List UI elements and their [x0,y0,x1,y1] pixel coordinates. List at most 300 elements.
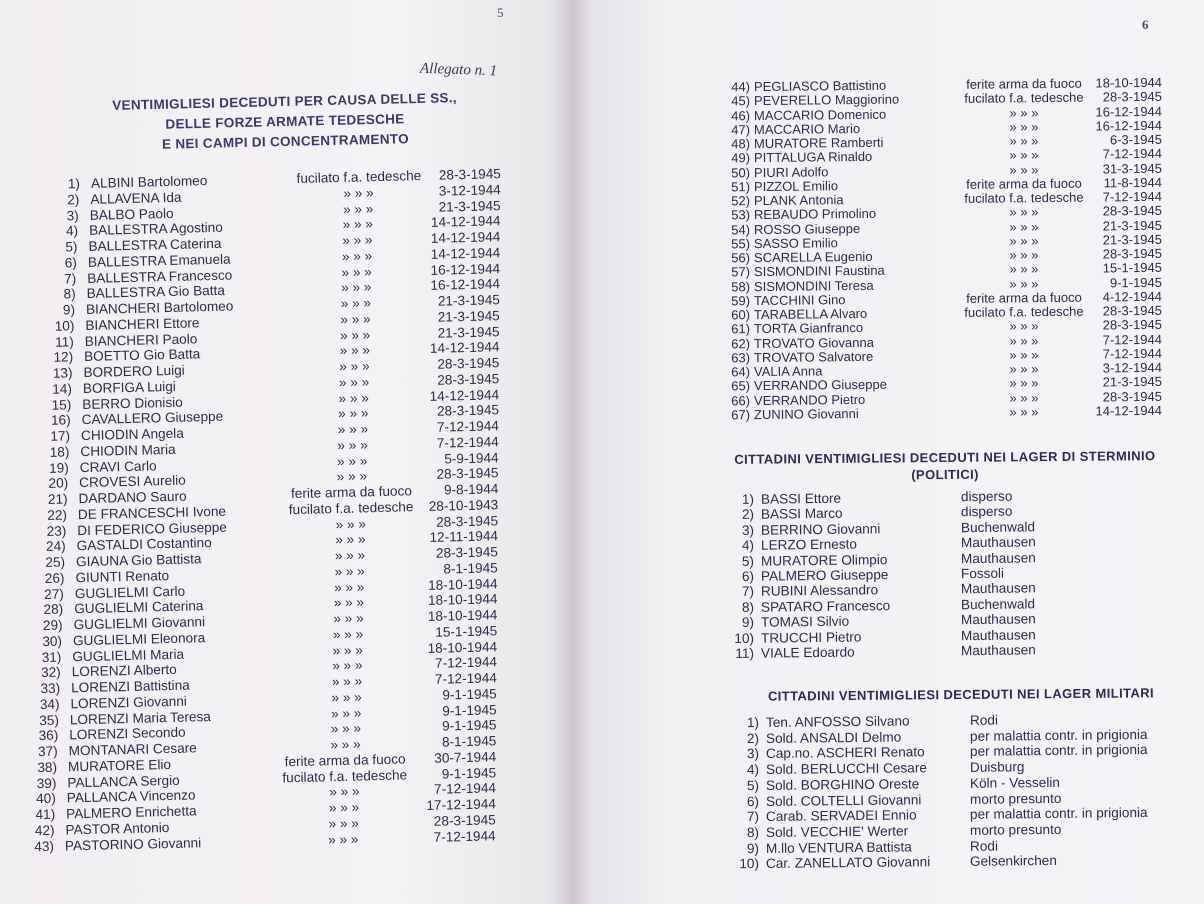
entry-name: SISMONDINI Teresa [753,277,874,294]
entry-number: 17) [50,428,71,444]
entry-date: 7-12-1944 [436,418,500,435]
entry-name: GIUNTI Renato [75,567,170,585]
entry-number: 42) [34,822,55,838]
entry-name: PASTOR Antonio [65,819,170,838]
entry-name: SISMONDINI Faustina [753,262,885,280]
entry-cause: » » » [340,295,372,311]
entry-name: MURATORE Olimpio [760,551,888,569]
left-title-line: E NEI CAMPI DI CONCENTRAMENTO [161,131,410,152]
entry-number: 55) [731,235,751,252]
entry-name: BERRO Dionisio [82,394,183,412]
entry-name: BALBO Paolo [89,205,174,223]
entry-name: ALLAVENA Ida [90,189,182,207]
entry-number: 6) [64,254,78,271]
entry-number: 4) [746,762,760,778]
left-title-line: DELLE FORZE ARMATE TEDESCHE [165,111,405,132]
entry-name: BIANCHERI Bartolomeo [85,298,234,317]
entry-cause: » » » [340,279,372,296]
entry-number: 57) [731,264,751,280]
entry-number: 2) [746,730,760,746]
entry-number: 11) [54,333,74,350]
entry-name: TRUCCHI Pietro [760,629,862,646]
left-title-line: VENTIMIGLIESI DECEDUTI PER CAUSA DELLE SS., [112,90,458,113]
entry-name: BASSI Ettore [760,490,842,507]
entry-cause: » » » [332,641,364,658]
entry-name: LORENZI Maria Teresa [69,708,212,727]
entry-number: 3) [746,746,760,762]
entry-place: Mauthausen [960,534,1036,551]
entry-name: LORENZI Battistina [70,677,190,696]
entry-number: 1) [746,715,760,731]
entry-date: 21-3-1945 [1102,374,1163,390]
entry-number: 24) [45,538,66,555]
entry-name: VALIA Anna [753,363,823,380]
entry-cause: » » » [340,311,371,327]
entry-name: BALLESTRA Gio Batta [86,282,226,302]
entry-name: BERRINO Giovanni [760,521,881,538]
entry-number: 29) [42,617,63,633]
entry-place: per malattia contr. in prigionia [969,742,1148,760]
entry-cause: » » » [335,515,366,532]
entry-name: ZUNINO Giovanni [753,405,859,422]
entry-cause: » » » [1009,218,1039,234]
entry-number: 34) [39,696,60,712]
entry-cause: » » » [333,578,365,595]
entry-date: 28-3-1945 [1102,302,1163,319]
entry-name: TOMASI Silvio [760,613,850,630]
entry-cause: fucilato f.a. tedesche [964,303,1084,320]
page-number-right: 6 [1142,17,1149,32]
entry-name: PEGLIASCO Battistino [753,77,887,95]
entry-place: per malattia contr. in prigionia [969,805,1148,823]
entry-date: 16-12-1944 [1095,117,1163,134]
entry-cause: » » » [337,421,369,438]
entry-place: Buchenwald [960,596,1036,613]
entry-name: Carab. SERVADEI Ennio [765,807,917,825]
entry-number: 7) [746,809,760,825]
left-page [0,0,572,904]
entry-date: 16-12-1944 [430,276,501,294]
entry-number: 44) [731,79,751,95]
entry-number: 56) [731,250,751,266]
entry-number: 23) [46,522,67,539]
entry-name: LERZO Ernesto [760,536,858,553]
entry-number: 41) [35,806,56,823]
entry-date: 28-3-1945 [1102,203,1163,219]
entry-date: 7-12-1944 [1102,146,1163,162]
entry-date: 9-1-1945 [1109,274,1163,290]
entry-cause: fucilato f.a. tedesche [282,766,408,785]
entry-cause: » » » [1009,332,1039,348]
entry-date: 16-12-1944 [1095,103,1163,120]
entry-date: 28-3-1945 [437,370,500,388]
entry-cause: » » » [1009,133,1039,149]
entry-number: 8) [741,599,755,615]
entry-cause: » » » [339,326,371,343]
entry-number: 35) [39,712,60,728]
entry-date: 9-1-1945 [441,764,497,782]
entry-name: SASSO Emilio [753,234,838,251]
entry-name: PITTALUGA Rinaldo [753,149,873,166]
entry-number: 31) [41,649,62,665]
entry-name: GUGLIELMI Eleonora [72,629,206,649]
entry-cause: » » » [1009,204,1039,220]
entry-cause: » » » [332,626,364,642]
entry-number: 61) [731,321,751,337]
entry-date: 18-10-1944 [1095,74,1163,91]
entry-number: 5) [741,553,755,569]
entry-number: 12) [53,349,74,365]
entry-number: 30) [42,633,63,649]
entry-name: CHIODIN Maria [80,441,176,459]
entry-number: 32) [40,664,61,681]
entry-place: Gelsenkirchen [969,853,1057,870]
entry-date: 21-3-1945 [437,307,500,325]
entry-name: PALLANCA Sergio [67,772,180,790]
entry-cause: » » » [334,563,365,579]
entry-cause: » » » [1009,403,1039,420]
entry-place: Rodi [969,712,999,728]
entry-cause: » » » [332,657,363,674]
entry-name: RUBINI Alessandro [760,582,879,600]
entry-date: 5-9-1944 [444,449,499,467]
entry-number: 3) [66,207,79,223]
entry-cause: » » » [329,783,360,800]
entry-number: 9) [741,614,755,631]
entry-number: 10) [734,630,755,646]
entry-cause: » » » [342,200,374,217]
entry-number: 1) [741,491,755,507]
entry-cause: » » » [341,247,373,264]
entry-place: morto presunto [969,790,1062,807]
entry-date: 28-3-1945 [1102,89,1163,105]
entry-cause: » » » [1009,232,1039,249]
section-sterminio-title [722,448,1168,484]
entry-number: 38) [37,759,58,775]
entry-cause: » » » [1009,375,1039,391]
entry-date: 28-3-1945 [438,166,502,183]
entry-date: 14-12-1944 [1095,402,1163,419]
entry-number: 10) [54,317,75,334]
section-militari-title: CITTADINI VENTIMIGLIESI DECEDUTI NEI LAGER MILITARI [767,685,1155,704]
entry-number: 67) [731,406,751,423]
entry-number: 46) [731,107,751,123]
entry-date: 7-12-1944 [436,433,499,451]
entry-place: Rodi [969,838,999,854]
entry-date: 28-3-1945 [436,465,499,482]
entry-cause: » » » [328,815,359,832]
entry-cause: » » » [333,610,364,627]
entry-cause: » » » [342,232,373,248]
entry-name: PALMERO Enrichetta [65,803,197,822]
entry-number: 26) [44,570,65,586]
entry-cause: » » » [1009,118,1039,135]
entry-date: 28-3-1945 [437,355,500,372]
entry-cause: » » » [337,437,368,453]
entry-name: PASTORINO Giovanni [64,834,202,853]
entry-name: GIAUNA Gio Battista [75,551,202,570]
entry-place: Mauthausen [960,611,1036,628]
entry-number: 60) [731,307,751,323]
entry-name: PALLANCA Vincenzo [66,787,196,806]
entry-date: 7-12-1944 [434,654,498,671]
entry-place: disperso [960,504,1013,520]
entry-date: 17-12-1944 [426,796,497,813]
right-page [572,0,1204,904]
entry-cause: » » » [1009,275,1039,291]
page-number-left: 5 [497,5,504,20]
entry-cause: » » » [338,389,369,406]
entry-cause: » » » [333,594,365,611]
entry-date: 7-12-1944 [1102,331,1163,347]
entry-date: 14-12-1944 [430,244,501,262]
entry-date: 18-10-1944 [427,591,498,609]
entry-name: Sold. BORGHINO Oreste [765,776,920,793]
entry-number: 51) [731,178,751,195]
entry-date: 14-12-1944 [429,386,500,404]
entry-cause: » » » [330,704,362,721]
entry-date: 21-3-1945 [438,197,501,215]
entry-name: BIANCHERI Ettore [85,315,200,333]
entry-number: 5) [746,777,760,793]
entry-name: GUGLIELMI Giovanni [73,614,206,633]
entry-number: 3) [741,522,755,538]
entry-number: 50) [731,164,751,180]
entry-name: DE FRANCESCHI Ivone [77,503,227,522]
entry-place: Köln - Vesselin [969,774,1060,791]
entry-number: 5) [65,239,78,255]
entry-name: DI FEDERICO Giuseppe [77,519,228,538]
entry-number: 6) [741,568,755,584]
entry-number: 45) [731,93,751,109]
entry-name: M.llo VENTURA Battista [765,839,912,856]
entry-number: 2) [67,191,80,208]
entry-name: GUGLIELMI Maria [72,646,185,664]
entry-cause: » » » [339,342,371,359]
entry-number: 8) [63,286,76,302]
left-title [94,88,475,157]
entry-cause: » » » [1009,318,1039,334]
entry-date: 18-10-1944 [427,638,498,656]
entry-name: VERRANDO Pietro [753,391,866,408]
entry-name: Ten. ANFOSSO Silvano [765,713,910,730]
entry-name: LORENZI Alberto [71,662,177,680]
entry-date: 18-10-1944 [427,607,498,624]
entry-date: 28-3-1945 [435,544,499,561]
entry-number: 64) [731,364,751,380]
section-sterminio-title-line1: CITTADINI VENTIMIGLIESI DECEDUTI NEI LAGER DI STERMINIO [734,448,1156,467]
entry-place: Duisburg [969,759,1025,775]
entry-date: 9-1-1945 [442,701,497,719]
entry-cause: ferite arma da fuoco [966,75,1082,92]
entry-number: 52) [731,193,751,209]
entry-number: 14) [52,381,73,397]
entry-name: SCARELLA Eugenio [753,248,873,266]
entry-cause: » » » [334,547,366,564]
entry-name: VIALE Edoardo [760,644,855,661]
entry-name: CROVESI Aurelio [79,472,186,491]
allegato-label: Allegato n. 1 [419,60,498,80]
entry-cause: fucilato f.a. tedesche [964,89,1084,107]
entry-cause: fucilato f.a. tedesche [964,189,1084,206]
entry-name: GASTALDI Costantino [76,535,212,554]
entry-number: 43) [34,838,55,854]
entry-date: 6-3-1945 [1109,131,1163,148]
entry-name: TORTA Gianfranco [753,320,864,337]
entry-name: BALLESTRA Caterina [88,235,222,254]
entry-number: 39) [36,775,57,791]
entry-name: PLANK Antonia [753,192,844,209]
entry-cause: » » » [336,468,368,485]
entry-date: 30-7-1944 [434,749,497,766]
entry-name: BOETTO Gio Batta [83,346,201,365]
entry-cause: » » » [336,452,368,469]
entry-number: 54) [731,221,751,237]
entry-number: 53) [731,207,751,223]
entry-date: 9-1-1945 [441,717,497,734]
entry-name: PALMERO Giuseppe [760,567,889,584]
entry-name: CHIODIN Angela [80,425,184,444]
entry-date: 16-12-1944 [430,260,501,278]
entry-number: 36) [38,727,59,744]
entry-name: CAVALLERO Giuseppe [81,408,224,428]
entry-place: per malattia contr. in prigionia [969,726,1148,744]
entry-number: 4) [65,223,79,239]
entry-number: 7) [741,584,755,600]
entry-number: 8) [746,824,760,841]
entry-date: 15-1-1945 [1102,260,1163,276]
entry-name: GUGLIELMI Carlo [74,583,186,601]
entry-date: 3-12-1944 [438,181,501,199]
entry-cause: » » » [1009,261,1039,277]
entry-name: BASSI Marco [760,506,843,523]
entry-name: BORFIGA Luigi [82,378,176,396]
entry-date: 7-12-1944 [434,670,498,687]
entry-name: PIZZOL Emilio [753,177,839,194]
entry-date: 28-3-1945 [1102,317,1163,333]
entry-cause: » » » [335,531,366,548]
entry-date: 7-12-1944 [433,780,497,798]
entry-place: Fossoli [960,565,1005,582]
entry-date: 4-12-1944 [1102,288,1163,305]
entry-name: LORENZI Secondo [69,724,186,743]
entry-date: 7-12-1944 [1102,345,1163,362]
entry-cause: » » » [339,358,370,375]
entry-number: 22) [47,507,68,523]
entry-place: morto presunto [969,821,1062,838]
entry-name: SPATARO Francesco [760,597,891,615]
entry-cause: » » » [328,799,360,816]
entry-name: TACCHINI Gino [753,291,846,308]
entry-date: 21-3-1945 [437,292,501,309]
entry-name: TARABELLA Alvaro [753,305,868,323]
entry-name: Sold. COLTELLI Giovanni [765,791,922,809]
entry-cause: » » » [342,216,374,233]
entry-place: Buchenwald [960,519,1036,536]
entry-place: Mauthausen [960,642,1036,659]
entry-number: 25) [45,554,66,570]
entry-number: 47) [731,121,751,138]
section-sterminio-title-line2: (POLITICI) [911,466,979,483]
entry-name: BALLESTRA Francesco [87,267,233,286]
entry-number: 16) [50,412,71,429]
entry-date: 8-1-1945 [441,733,497,750]
entry-date: 21-3-1945 [1102,217,1163,233]
entry-name: MURATORE Elio [67,756,172,775]
entry-date: 31-3-1945 [1102,160,1163,176]
entry-number: 58) [731,278,751,294]
entry-cause: ferite arma da fuoco [290,483,413,502]
entry-cause: » » » [331,673,363,690]
entry-place: disperso [960,488,1013,505]
entry-date: 7-12-1944 [1102,188,1163,205]
entry-cause: fucilato f.a. tedesche [296,168,422,187]
entry-cause: » » » [331,689,362,705]
entry-date: 15-1-1945 [435,623,498,640]
entry-date: 14-12-1944 [430,213,501,231]
entry-cause: » » » [327,831,359,847]
entry-name: REBAUDO Primolino [753,206,877,223]
entry-cause: » » » [330,720,362,737]
entry-name: Car. ZANELLATO Giovanni [765,854,931,872]
entry-date: 7-12-1944 [433,827,496,845]
entry-name: ALBINI Bartolomeo [90,173,208,191]
entry-number: 37) [37,743,58,760]
entry-number: 49) [731,150,751,166]
entry-cause: » » » [341,263,372,280]
entry-cause: » » » [343,184,374,201]
entry-number: 27) [44,585,65,602]
entry-cause: » » » [1009,361,1039,377]
entry-number: 28) [43,601,64,618]
entry-name: GUGLIELMI Caterina [74,598,204,617]
entry-date: 9-1-1945 [442,686,497,703]
entry-number: 48) [731,136,751,152]
entry-name: Sold. ANSALDI Delmo [765,729,902,746]
entry-number: 1) [67,176,81,192]
entry-name: BALLESTRA Emanuela [87,251,231,270]
entry-number: 65) [731,378,751,394]
entry-place: Mauthausen [960,626,1036,643]
entry-name: DARDANO Sauro [78,488,187,507]
entry-number: 13) [52,365,73,381]
entry-name: LORENZI Giovanni [70,693,187,712]
entry-cause: » » » [1009,346,1039,363]
entry-date: 28-3-1945 [1102,388,1163,404]
entry-number: 9) [62,302,76,318]
entry-name: BORDERO Luigi [83,362,185,381]
entry-name: BALLESTRA Agostino [88,220,223,239]
entry-number: 19) [48,459,69,476]
entry-name: Sold. VECCHIE' Werter [765,823,909,840]
entry-cause: » » » [1009,147,1039,163]
entry-cause: » » » [338,374,370,390]
entry-number: 33) [40,680,61,697]
entry-date: 14-12-1944 [429,339,500,357]
entry-date: 14-12-1944 [430,229,501,246]
entry-cause: » » » [330,736,361,753]
entry-name: VERRANDO Giuseppe [753,376,888,394]
entry-name: TROVATO Salvatore [753,348,874,365]
entry-name: CRAVI Carlo [79,457,157,475]
entry-name: Sold. BERLUCCHI Cesare [765,760,927,778]
entry-cause: » » » [1009,104,1039,120]
entry-cause: » » » [1009,161,1039,177]
entry-cause: » » » [1009,389,1039,405]
entry-number: 62) [731,335,751,351]
entry-number: 59) [731,292,751,309]
entry-date: 21-3-1945 [437,323,500,341]
